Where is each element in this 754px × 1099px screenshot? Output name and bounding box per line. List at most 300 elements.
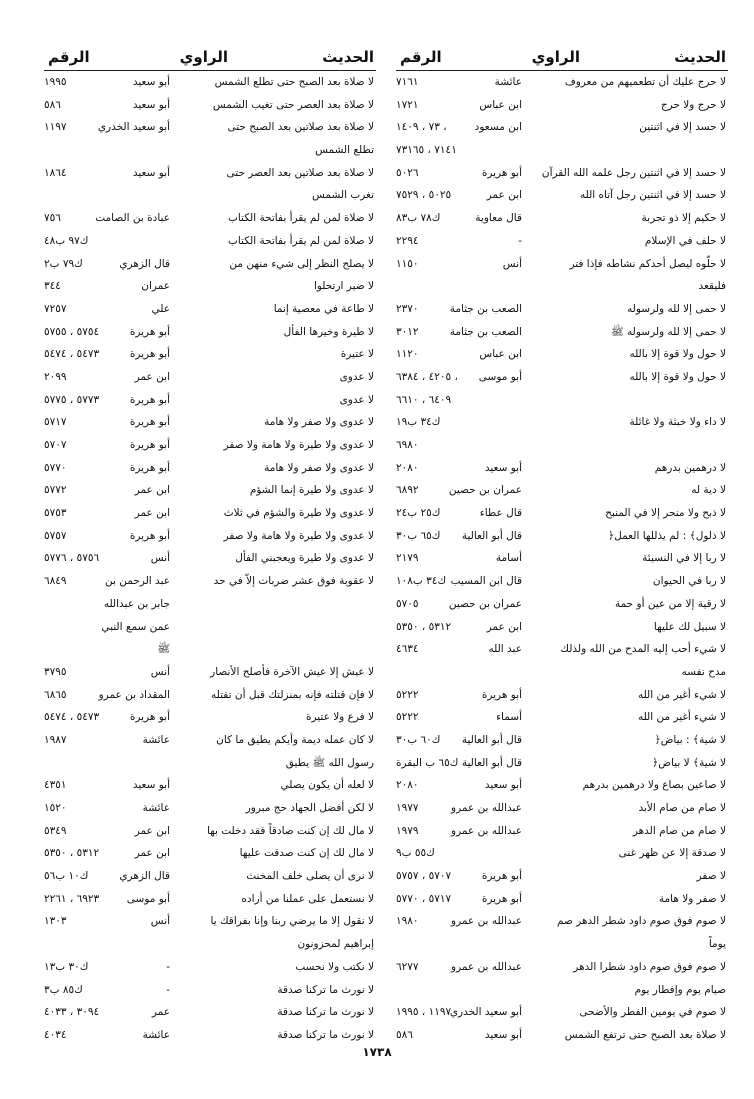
index-row	[44, 661, 376, 684]
hadith-text: لا درهمين بدرهم	[654, 461, 726, 474]
index-row	[44, 139, 376, 162]
hadith-text: مدح نفسه	[681, 665, 726, 678]
narrator-name: عائشة	[142, 802, 170, 814]
narrator-name: ابن عمر	[134, 507, 170, 520]
index-row	[44, 457, 376, 480]
index-row	[396, 184, 728, 207]
narrator-name: عائشة	[142, 1028, 170, 1041]
narrator-name: أسماء	[496, 711, 522, 724]
narrator-name: أبو سعيد الخدري	[449, 1006, 522, 1019]
index-row	[396, 616, 728, 639]
narrator-name: عبدالله بن عمرو	[451, 960, 522, 973]
index-row	[396, 502, 728, 525]
hadith-number: ٥٧٠٧ ، ٥٧٥٧	[396, 870, 452, 883]
hadith-number: ك٢٥ ب٢٤	[396, 507, 441, 520]
index-row	[396, 139, 728, 162]
index-row	[44, 979, 376, 1002]
left-column	[44, 44, 376, 1047]
narrator-name: أبو هريرة	[129, 439, 170, 451]
hadith-text: لا صوم في يومين الفطر والأضحى	[579, 1006, 726, 1019]
hadith-text: لا صوم فوق صوم داود شطرا الدهر	[573, 960, 726, 973]
hadith-number: ٣٠١٢	[396, 325, 419, 338]
index-row	[44, 933, 376, 956]
narrator-name: أنس	[502, 257, 522, 270]
hadith-number: ٦٨٩٢	[396, 484, 419, 497]
hadith-text: لا يصلح النظر إلى شيء منهن من	[229, 257, 374, 270]
narrator-name: ابن عمر	[486, 620, 522, 633]
narrator-name: عائشة	[142, 733, 170, 746]
hadith-text: لا سبيل لك عليها	[653, 620, 726, 633]
hadith-text: لا عدوى ولا طيرة ولا هامة ولا صفر	[223, 529, 374, 542]
index-row	[396, 94, 728, 117]
index-row	[44, 411, 376, 434]
narrator-name: ابن عباس	[479, 348, 522, 361]
narrator-name: أبو هريرة	[129, 461, 170, 474]
hadith-text: لا عدوى ولا طيرة ولا هامة ولا صفر	[223, 439, 374, 451]
index-row	[396, 457, 728, 480]
index-row	[396, 979, 728, 1002]
narrator-name: أبو سعيد	[132, 98, 170, 111]
hadith-number: ١٩٧٧	[396, 802, 419, 814]
index-row	[44, 638, 376, 661]
header-hadith: الحديث	[674, 48, 726, 66]
narrator-name: ابن مسعود	[474, 121, 522, 134]
index-row	[44, 525, 376, 548]
narrator-name: -	[518, 234, 522, 247]
narrator-name: أنس	[150, 665, 170, 678]
hadith-number: ٦٩٨٠	[396, 439, 419, 451]
hadith-text: لا صام من صام الدهر	[632, 824, 726, 837]
hadith-number: ٥٤٧٣ ، ٥٤٧٤	[44, 711, 100, 724]
narrator-name: عبد الله	[488, 643, 522, 656]
narrator-name: أبو سعيد	[132, 166, 170, 179]
narrator-name: أبو هريرة	[481, 870, 522, 883]
hadith-number: ك٦٥ ب البقرة	[396, 756, 459, 769]
hadith-number: ٢٢٩٤	[396, 234, 419, 247]
index-row	[396, 479, 728, 502]
index-row	[44, 389, 376, 412]
index-row	[396, 797, 728, 820]
index-row	[396, 570, 728, 593]
index-row	[44, 116, 376, 139]
hadith-text: لا عدوى ولا طيرة إنما الشؤم	[249, 484, 374, 497]
hadith-text: لا حلّوه ليصل أحدكم نشاطه فإذا فتر	[569, 257, 726, 270]
hadith-number: ك٨٥ ب٣	[44, 983, 83, 996]
hadith-text: لا حكيم إلا ذو تجربة	[641, 212, 726, 225]
index-row	[44, 1001, 376, 1024]
hadith-number: ك٣٤ ب١٠٨	[396, 575, 447, 588]
index-row	[396, 1024, 728, 1047]
index-row	[44, 616, 376, 639]
hadith-text: لا حول ولا قوة إلا بالله	[629, 370, 726, 383]
hadith-text: لا عدوى	[339, 370, 374, 383]
left-column-header	[44, 44, 376, 71]
hadith-number: ٣٧٩٥	[44, 665, 67, 678]
index-row	[44, 321, 376, 344]
hadith-text: لا حمى إلا لله ولرسوله	[627, 302, 726, 315]
hadith-number: ٤٦٣٤	[396, 643, 419, 656]
index-row	[396, 298, 728, 321]
index-row	[44, 865, 376, 888]
hadith-number: ٥٣١٢ ، ٥٣٥٠	[396, 620, 452, 633]
narrator-name: عمران بن حصين	[448, 484, 522, 497]
index-row	[44, 298, 376, 321]
narrator-name: أبو هريرة	[129, 711, 170, 724]
index-row	[396, 684, 728, 707]
hadith-text: لا صلاة بعد الصبح حتى ترتفع الشمس	[564, 1028, 726, 1041]
hadith-number: ٧١٦١	[396, 76, 419, 88]
narrator-name: عمران بن حصين	[448, 597, 522, 610]
index-row	[396, 638, 728, 661]
index-row	[44, 1024, 376, 1047]
hadith-text: لا عدوى ولا طيرة والشؤم في ثلاث	[223, 507, 374, 520]
hadith-number: ك٧٨ ب٨٣	[396, 212, 441, 225]
hadith-text: لا حول ولا قوة إلا بالله	[629, 348, 726, 361]
hadith-number: ٥٤٧٣ ، ٥٤٧٤	[44, 348, 100, 361]
index-row	[44, 184, 376, 207]
narrator-name: أبو هريرة	[129, 393, 170, 406]
hadith-text: لا صلاة لمن لم يقرأ بفاتحة الكتاب	[227, 212, 374, 225]
hadith-number: ١١٢٠	[396, 348, 419, 361]
index-row	[396, 343, 728, 366]
hadith-number: ك٥٥ ب٩	[396, 847, 435, 860]
hadith-text: إبراهيم لمحزونون	[297, 938, 374, 951]
narrator-name: أبو سعيد	[484, 1028, 522, 1041]
index-row	[396, 752, 728, 775]
narrator-name: -	[166, 960, 170, 973]
index-row	[396, 706, 728, 729]
hadith-number: ٥٧٠٧	[44, 439, 67, 451]
hadith-number: ٥٧٥٧	[44, 529, 67, 542]
index-row	[44, 593, 376, 616]
narrator-name: قال معاوية	[475, 212, 522, 225]
narrator-name: أبو موسى	[126, 892, 170, 905]
hadith-number: ١٩٧٩	[396, 824, 419, 837]
index-row	[396, 865, 728, 888]
hadith-number: ك١٠ ب٥٦	[44, 870, 89, 883]
hadith-text: ﴿لا شية﴾ : بياض	[654, 733, 726, 746]
left-rows	[44, 71, 376, 1047]
hadith-text: لا نكتب ولا نحسب	[295, 960, 374, 973]
narrator-name: أبو موسى	[478, 370, 522, 383]
hadith-number: ٢٠٨٠	[396, 461, 419, 474]
hadith-number: ٧١٤١ ، ٧٣١٦٥	[396, 144, 457, 157]
hadith-number: ٥٧٠٥	[396, 597, 419, 610]
hadith-number: ٥٨٦	[44, 98, 61, 111]
right-column	[396, 44, 728, 1047]
hadith-number: ك٦٥ ب٣٠	[396, 529, 441, 542]
index-row	[396, 933, 728, 956]
hadith-number: ١٥٢٠	[44, 802, 67, 814]
hadith-number: ٥٧٥٣	[44, 507, 67, 520]
hadith-text: لا داء ولا خبثة ولا غائلة	[629, 416, 726, 429]
hadith-text: لا لعله أن يكون يصلي	[280, 779, 374, 792]
hadith-text: رسول الله ﷺ يطيق	[285, 756, 374, 769]
index-row	[44, 479, 376, 502]
hadith-number: ٦٤٠٩ ، ٦٦١٠	[396, 393, 452, 406]
hadith-text: ﴿لا شية﴾ لا بياض	[652, 756, 726, 769]
hadith-number: ٥٣١٢ ، ٥٣٥٠	[44, 847, 100, 860]
narrator-name: ابن عمر	[134, 484, 170, 497]
hadith-number: ٥٨٦	[396, 1028, 413, 1041]
hadith-text: لا فإن قتلته فإنه بمنزلتك قبل أن تقتله	[211, 688, 374, 701]
hadith-text: لا ربا إلا في النسيئة	[642, 552, 726, 565]
narrator-name: أبو هريرة	[129, 325, 170, 338]
hadith-number: ٧٣ ، ١٤٠٩ ،	[396, 121, 447, 134]
narrator-name: عمر	[151, 1006, 170, 1019]
narrator-name: أبو سعيد	[132, 76, 170, 88]
index-row	[396, 888, 728, 911]
narrator-name: ابن عمر	[134, 370, 170, 383]
narrator-name: أبو هريرة	[129, 348, 170, 361]
hadith-text: تغرب الشمس	[312, 189, 374, 202]
index-row	[396, 389, 728, 412]
narrator-name: ابن عمر	[134, 847, 170, 860]
hadith-text: لا نرى أن يصلى خلف المخنث	[246, 870, 374, 883]
narrator-name: أنس	[150, 552, 170, 565]
header-hadith: الحديث	[322, 48, 374, 66]
header-number: الرقم	[48, 48, 90, 66]
hadith-text: لا صوم فوق صوم داود شطر الدهر صم	[556, 915, 726, 928]
index-row	[396, 593, 728, 616]
hadith-number: ٤٣٥١	[44, 779, 67, 792]
narrator-name: قال الزهري	[119, 257, 170, 270]
hadith-number: ٣٤٤	[44, 280, 61, 293]
narrator-name: أنس	[150, 915, 170, 928]
hadith-text: لا حرج عليك أن تطعميهم من معروف	[564, 76, 726, 88]
narrator-name: ابن عمر	[134, 824, 170, 837]
hadith-text: لا صلاة بعد العصر حتى تغيب الشمس	[212, 98, 374, 111]
hadith-number: ١١٩٧ ، ١٩٩٥	[396, 1006, 452, 1019]
narrator-name: عبدالله بن عمرو	[451, 802, 522, 814]
narrator-name: قال الزهري	[119, 870, 170, 883]
index-row	[396, 230, 728, 253]
hadith-number: ١٨٦٤	[44, 166, 67, 179]
hadith-text: لا فرع ولا عتيرة	[305, 711, 374, 724]
index-row	[44, 752, 376, 775]
hadith-text: يوماً	[708, 938, 726, 951]
hadith-text: لا حسد إلا في اثنتين	[639, 121, 726, 134]
index-row	[396, 547, 728, 570]
hadith-text: لا حسد إلا في اثنتين رجل آتاه الله	[579, 189, 726, 202]
narrator-name: عائشة	[494, 76, 522, 88]
hadith-text: لا دية له	[691, 484, 726, 497]
hadith-number: ك٩٧ ب٤٨	[44, 234, 89, 247]
hadith-text: لا شيء أغير من الله	[637, 711, 726, 724]
hadith-text: لا نورث ما تركنا صدقة	[277, 1028, 374, 1041]
index-row	[396, 842, 728, 865]
index-row	[396, 774, 728, 797]
hadith-text: لا صلاة بعد صلاتين بعد الصبح حتى	[227, 121, 374, 134]
index-row	[44, 729, 376, 752]
hadith-number: ك٣٤ ب١٩	[396, 416, 441, 429]
hadith-number: ك٧٩ ب٢	[44, 257, 83, 270]
hadith-number: ٢١٧٩	[396, 552, 419, 565]
hadith-text: لا عقوبة فوق عشر ضربات إلاّ في حد	[213, 575, 374, 588]
narrator-name: أبو سعيد	[484, 461, 522, 474]
hadith-number: ٥٧١٧	[44, 416, 67, 429]
hadith-number: ك٣٠ ب١٣	[44, 960, 89, 973]
hadith-text: لا صدقة إلا عن ظهر غنى	[618, 847, 726, 860]
hadith-text: لا نستعمل على عملنا من أراده	[241, 892, 374, 905]
hadith-number: ٧٥٦	[44, 212, 61, 225]
hadith-number: ١٩٨٠	[396, 915, 419, 928]
narrator-name: ﷺ	[157, 643, 170, 656]
hadith-text: لا عدوى	[339, 393, 374, 406]
hadith-text: لا صفر	[696, 870, 726, 883]
hadith-number: ٢٠٨٠	[396, 779, 419, 792]
hadith-number: ٥٧٧٢	[44, 484, 67, 497]
narrator-name: عمن سمع النبي	[101, 620, 170, 633]
hadith-text: لا كان عمله ديمة وأيكم يطيق ما كان	[216, 733, 374, 746]
index-row	[44, 253, 376, 276]
narrator-name: ابن عمر	[486, 189, 522, 202]
hadith-text: لا حرج ولا حرج	[660, 98, 726, 111]
index-row	[44, 275, 376, 298]
narrator-name: قال ابن المسيب	[450, 575, 522, 588]
index-row	[44, 71, 376, 94]
hadith-text: لا نورث ما تركنا صدقة	[277, 1006, 374, 1019]
hadith-number: ٥٢٢٢	[396, 688, 419, 701]
hadith-number: ١١٥٠	[396, 257, 419, 270]
hadith-text: لا عدوى ولا صفر ولا هامة	[264, 461, 374, 474]
hadith-number: ٦٩٢٣ ، ٢٢٦١	[44, 892, 100, 905]
index-row	[44, 343, 376, 366]
hadith-text: لا ذبح ولا منحر إلا في المنبح	[605, 507, 726, 520]
hadith-number: ٤٠٣٤	[44, 1028, 67, 1041]
index-row	[44, 706, 376, 729]
index-row	[44, 230, 376, 253]
index-row	[396, 207, 728, 230]
narrator-name: أبو هريرة	[129, 529, 170, 542]
index-row	[44, 956, 376, 979]
hadith-number: ١١٩٧	[44, 121, 67, 134]
hadith-number: ك٦٠ ب٣٠	[396, 733, 441, 746]
narrator-name: أبو هريرة	[481, 166, 522, 179]
hadith-text: لا ضير ارتحلوا	[313, 280, 374, 293]
index-row	[396, 71, 728, 94]
hadith-text: لا عيش إلا عيش الآخرة فأصلح الأنصار	[210, 665, 374, 678]
right-rows	[396, 71, 728, 1047]
hadith-number: ٥٧٥٤ ، ٥٧٥٥	[44, 325, 100, 338]
narrator-name: علي	[151, 302, 170, 315]
index-row	[44, 910, 376, 933]
narrator-name: عبادة بن الصامت	[95, 212, 170, 225]
index-row	[44, 570, 376, 593]
index-row	[44, 366, 376, 389]
hadith-number: ١٣٠٣	[44, 915, 67, 928]
narrator-name: أسامة	[495, 552, 522, 565]
hadith-text: لا رقية إلا من عين أو حمة	[614, 597, 726, 610]
hadith-number: ٥٠٢٦	[396, 166, 419, 179]
hadith-text: فليقعد	[698, 280, 726, 293]
hadith-text: لا مال لك إن كنت صدقت عليها	[239, 847, 374, 860]
narrator-name: أبو سعيد الخدري	[97, 121, 170, 134]
header-number: الرقم	[400, 48, 442, 66]
narrator-name: قال عطاء	[479, 507, 522, 520]
hadith-text: تطلع الشمس	[315, 144, 374, 157]
index-row	[44, 94, 376, 117]
right-column-header	[396, 44, 728, 71]
narrator-name: أبو هريرة	[481, 892, 522, 905]
hadith-text: لا حلف في الإسلام	[644, 234, 726, 247]
narrator-name: قال أبو العالية	[461, 733, 522, 746]
hadith-number: ٥٣٤٩	[44, 824, 67, 837]
hadith-text: لا صاعين بصاع ولا درهمين بدرهم	[582, 779, 726, 792]
index-row	[396, 525, 728, 548]
index-row	[396, 275, 728, 298]
index-row	[44, 502, 376, 525]
index-row	[44, 888, 376, 911]
hadith-number: ٧٢٥٧	[44, 302, 67, 315]
index-row	[44, 207, 376, 230]
index-row	[396, 661, 728, 684]
hadith-text: لا طاعة في معصية إنما	[273, 302, 374, 315]
hadith-number: ٦٨٦٥	[44, 688, 67, 701]
narrator-name: ابن عباس	[479, 98, 522, 111]
hadith-text: لا صلاة بعد صلاتين بعد العصر حتى	[226, 166, 374, 179]
hadith-text: لا عدوى ولا صفر ولا هامة	[264, 416, 374, 429]
hadith-number: ١٩٩٥	[44, 76, 67, 88]
hadith-number: ٥٧١٧ ، ٥٧٧٠	[396, 892, 452, 905]
header-narrator: الراوي	[531, 48, 580, 66]
hadith-text: ﴿لا ذلول﴾ : لم يذللها العمل	[608, 529, 726, 542]
index-row	[44, 842, 376, 865]
hadith-number: ٢٠٩٩	[44, 370, 67, 383]
page-number: ١٧٣٨	[362, 1045, 392, 1059]
hadith-number: ٥٧٧٠	[44, 461, 67, 474]
index-row	[396, 253, 728, 276]
hadith-number: ٥٢٢٢	[396, 711, 419, 724]
index-row	[396, 321, 728, 344]
hadith-text: لا حمى إلا لله ولرسوله ﷺ	[611, 325, 726, 338]
hadith-number: ٣٠٩٤ ، ٤٠٣٣	[44, 1006, 100, 1019]
narrator-name: عبد الرحمن بن	[105, 575, 170, 588]
narrator-name: قال أبو العالية	[461, 529, 522, 542]
narrator-name: عبدالله بن عمرو	[451, 915, 522, 928]
hadith-text: لا صفر ولا هامة	[658, 892, 726, 905]
narrator-name: جابر بن عبدالله	[103, 597, 170, 610]
index-row	[396, 820, 728, 843]
hadith-text: لا صام من صام الأبد	[638, 802, 726, 814]
index-row	[396, 1001, 728, 1024]
index-row	[44, 434, 376, 457]
narrator-name: أبو هريرة	[481, 688, 522, 701]
index-row	[396, 162, 728, 185]
hadith-text: لا لكن أفضل الجهاد حج مبرور	[245, 802, 374, 814]
index-row	[44, 774, 376, 797]
index-row	[396, 910, 728, 933]
header-narrator: الراوي	[179, 48, 228, 66]
narrator-name: قال أبو العالية	[461, 756, 522, 769]
index-row	[44, 162, 376, 185]
index-row	[44, 797, 376, 820]
hadith-number: ٥٠٢٥ ، ٧٥٢٩	[396, 189, 452, 202]
narrator-name: المقداد بن عمرو	[98, 688, 170, 701]
hadith-text: لا نقول إلا ما يرضي ربنا وإنا بفراقك يا	[210, 915, 374, 928]
hadith-number: ٥٧٥٦ ، ٥٧٧٦	[44, 552, 100, 565]
narrator-name: -	[166, 983, 170, 996]
narrator-name: الصعب بن جثامة	[449, 325, 522, 338]
hadith-text: لا ربا في الحيوان	[652, 575, 726, 588]
hadith-number: ٦٨٤٩	[44, 575, 67, 588]
narrator-name: أبو سعيد	[132, 779, 170, 792]
hadith-text: لا صلاة لمن لم يقرأ بفاتحة الكتاب	[227, 234, 374, 247]
index-row	[396, 729, 728, 752]
narrator-name: أبو هريرة	[129, 416, 170, 429]
hadith-number: ١٩٨٧	[44, 733, 67, 746]
hadith-text: لا حسد إلا في اثنتين رجل علمه الله القرآن	[541, 166, 726, 179]
